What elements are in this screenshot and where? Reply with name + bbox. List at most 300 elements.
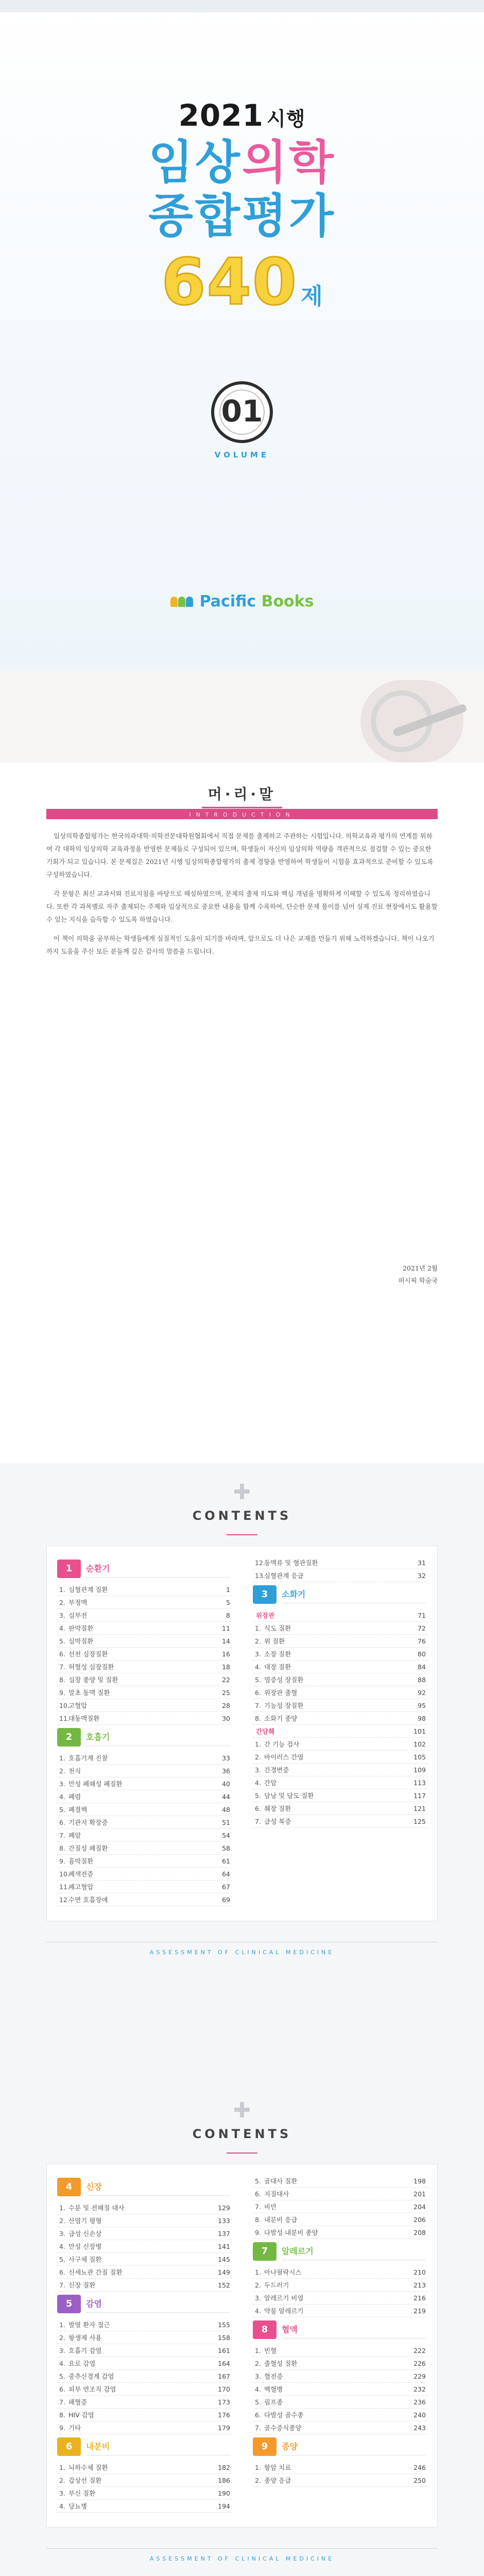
toc-entry-number: 12. (255, 1559, 265, 1567)
toc-entry[interactable] (57, 1635, 232, 1648)
toc-entry[interactable] (253, 1660, 428, 1673)
preface-paragraph: 각 문항은 최신 교과서와 진료지침을 바탕으로 해설하였으며, 문제의 출제 의도와 핵심 개념을 명확하게 이해할 수 있도록 정리하였습니다. 또한 각 과목별로 자주 출제되는 주제와 임상적으로 중요한 내용을 함께 수록하여, 단순한 문제 풀이를 넘어 실제 진료 현장에서도 활용할 수 있는 지식을 습득할 수 있도록 하였습니다. (46, 890, 438, 923)
preface-author: 퍼시픽 학술국 (398, 1277, 438, 1284)
chapter-rule (86, 1745, 230, 1746)
chapter-number-badge (253, 2437, 276, 2456)
publisher-name-a: Pacific (199, 592, 262, 611)
contents-underline (0, 1528, 484, 1537)
toc-entry[interactable] (253, 1699, 428, 1712)
toc-entry[interactable] (57, 1660, 232, 1673)
toc-entry[interactable] (253, 1802, 428, 1815)
toc-entry[interactable] (253, 2409, 428, 2421)
toc-entry-number: 3. (255, 2294, 261, 2302)
logo-shape-yellow (170, 597, 178, 607)
toc-entry-number: 8. (59, 1844, 65, 1852)
preface-signature (46, 1262, 438, 1287)
toc-entry[interactable] (253, 1609, 428, 1622)
toc-entry-title: 갑상선 질환 (68, 2477, 102, 2484)
toc-entry-number: 5. (59, 1637, 65, 1645)
chapter-number: 1 (65, 1563, 73, 1574)
toc-entry-number: 1. (255, 2347, 261, 2354)
exam-label: 시행 (267, 108, 306, 130)
chapter-number: 8 (261, 2324, 268, 2335)
toc-entry-title: 당뇨병 (68, 2502, 88, 2510)
toc-entry-title: 고혈압 (68, 1702, 88, 1709)
toc-entry[interactable] (57, 2253, 232, 2266)
toc-entry-number: 1. (255, 2464, 261, 2471)
toc-entry[interactable] (57, 1893, 232, 1906)
toc-entry-title: 골대사 질환 (264, 2177, 298, 2185)
toc-entry-page: 33 (222, 1754, 230, 1762)
toc-entry-title: 폐암 (68, 1832, 81, 1839)
chapter-title[interactable]: 순환기 (86, 1564, 110, 1573)
toc-entry-number: 5. (255, 2398, 261, 2406)
toc-entry-page: 11 (222, 1624, 230, 1632)
toc-entry-number: 4. (59, 2502, 65, 2510)
toc-entry-page: 158 (218, 2334, 230, 2342)
toc-entry-title: 폐렴 (68, 1793, 81, 1801)
toc-entry[interactable] (57, 1842, 232, 1855)
toc-entry[interactable] (57, 1712, 232, 1725)
preface-date: 2021년 2월 (403, 1264, 438, 1272)
toc-entry-page: 250 (413, 2477, 426, 2484)
toc-entry-page: 48 (222, 1806, 230, 1814)
toc-entry[interactable] (57, 2370, 232, 2383)
toc-entry-number: 7. (255, 1702, 261, 1709)
toc-entry-page: 16 (222, 1650, 230, 1658)
toc-entry-page: 121 (413, 1805, 426, 1812)
toc-entry[interactable] (253, 2396, 428, 2409)
toc-entry-number: 2. (59, 1767, 65, 1775)
toc-entry[interactable] (57, 2344, 232, 2357)
underline-bar (227, 1534, 257, 1535)
year: 2021 (178, 98, 264, 133)
toc-entry[interactable] (57, 2266, 232, 2279)
chapter-title[interactable]: 종양 (282, 2442, 298, 2451)
toc-entry[interactable] (57, 2396, 232, 2409)
toc-entry[interactable] (57, 1816, 232, 1829)
preface-paragraph: 이 책이 의학을 공부하는 학생들에게 실질적인 도움이 되기를 바라며, 앞으로도 더 나은 교재를 만들기 위해 노력하겠습니다. 책이 나오기까지 도움을 주신 모든 분들께 깊은 감사의 말씀을 드립니다. (46, 935, 435, 955)
contents-title: CONTENTS (192, 2127, 292, 2141)
toc-entry-title: 판막질환 (68, 1624, 94, 1632)
toc-entry-page: 5 (226, 1599, 230, 1606)
toc-entry-page: 8 (226, 1612, 230, 1619)
chapter-heading (57, 2437, 232, 2458)
toc-entry-number: 7. (59, 1663, 65, 1671)
toc-entry-number: 6. (255, 2190, 261, 2198)
chapter-heading (253, 1585, 428, 1606)
toc-entry-title: 기관지 확장증 (68, 1819, 108, 1826)
toc-entry-title: 골수증식종양 (264, 2424, 302, 2432)
title-line-2: 종합평가 (148, 189, 336, 243)
preface-title: 머·리·말 (202, 783, 282, 808)
toc-entry-page: 222 (413, 2347, 426, 2354)
toc-entry-page: 161 (218, 2347, 230, 2354)
contents-title: CONTENTS (192, 1509, 292, 1523)
toc-entry[interactable] (57, 2409, 232, 2421)
chapter-heading (253, 2437, 428, 2458)
toc-entry-page: 101 (413, 1727, 426, 1735)
toc-entry-title: 다발성 내분비 종양 (264, 2229, 318, 2236)
toc-entry[interactable] (57, 1803, 232, 1816)
hero-stripe (0, 762, 484, 773)
toc-entry-number: 9. (59, 2424, 65, 2432)
chapter-heading (57, 1728, 232, 1749)
toc-entry-page: 18 (222, 1663, 230, 1671)
toc-entry-title: 췌장 질환 (264, 1805, 291, 1812)
ribbon-text: INTRODUCTION (189, 811, 295, 818)
toc-entry[interactable] (253, 1725, 428, 1738)
toc-entry[interactable] (57, 1790, 232, 1803)
toc-entry-number: 7. (255, 2424, 261, 2432)
chapter-number-badge (57, 2178, 81, 2196)
toc-entry-title: 말초 동맥 질환 (68, 1689, 110, 1697)
toc-entry-page: 219 (413, 2307, 426, 2315)
toc-entry-title: 패혈증 (68, 2398, 88, 2406)
toc-entry[interactable] (253, 2383, 428, 2396)
chapter-number-badge (253, 1585, 276, 1604)
toc-column-right (253, 2175, 428, 2487)
toc-entry-page: 64 (222, 1870, 230, 1878)
chapter-rule (86, 2195, 230, 2196)
toc-entry[interactable] (253, 1712, 428, 1725)
toc-entry-title: 신세뇨관 간질 질환 (68, 2268, 123, 2276)
toc-entry-page: 137 (218, 2230, 230, 2238)
title-part-a: 임상 (148, 135, 242, 190)
toc-column-left (57, 1556, 232, 1906)
toc-entry-title: 기타 (68, 2424, 81, 2432)
toc-entry-page: 186 (218, 2477, 230, 2484)
toc-entry[interactable] (253, 2461, 428, 2474)
toc-entry-number: 5. (255, 1792, 261, 1800)
toc-entry-number: 3. (255, 1650, 261, 1658)
toc-entry-page: 92 (418, 1689, 426, 1697)
toc-entry-title: 비만 (264, 2203, 277, 2211)
toc-entry-title: 소장 질환 (264, 1650, 291, 1658)
cover-top-band (0, 0, 484, 12)
chapter-number-badge (253, 2242, 276, 2261)
toc-entry-page: 170 (218, 2385, 230, 2393)
toc-entry-title: 동맥류 및 혈관질환 (264, 1559, 318, 1567)
toc-entry-number: 13. (255, 1572, 265, 1580)
toc-entry-number: 4. (59, 2243, 65, 2250)
plus-bar (240, 2102, 244, 2117)
toc-entry[interactable] (253, 2213, 428, 2226)
chapter-number-badge (57, 2295, 81, 2313)
toc-entry[interactable] (253, 2474, 428, 2487)
toc-entry-number: 4. (255, 2307, 261, 2315)
toc-entry-number: 9. (59, 1689, 65, 1697)
chapter-number: 7 (261, 2246, 268, 2257)
toc-entry[interactable] (253, 1622, 428, 1635)
toc-entry[interactable] (57, 1699, 232, 1712)
cover-page (0, 0, 484, 670)
toc-entry[interactable] (253, 2344, 428, 2357)
toc-entry-page: 84 (418, 1663, 426, 1671)
toc-entry[interactable] (253, 2266, 428, 2279)
toc-entry-page: 198 (413, 2177, 426, 2185)
toc-entry-number: 6. (255, 2411, 261, 2419)
title-line-1 (0, 136, 484, 190)
toc-entry[interactable] (253, 2188, 428, 2200)
toc-entry-title: 위 질환 (264, 1637, 285, 1645)
toc-entry-number: 2. (255, 1637, 261, 1645)
toc-entry-title: 다발성 골수종 (264, 2411, 304, 2419)
toc-entry-number: 1. (59, 1754, 65, 1762)
plus-bar (240, 1484, 244, 1499)
toc-entry-page: 109 (413, 1766, 426, 1774)
preface-title-wrap (0, 783, 484, 808)
toc-entry-title: 혈전증 (264, 2372, 283, 2380)
chapter-title[interactable]: 감염 (86, 2299, 102, 2309)
toc-entry-page: 95 (418, 1702, 426, 1709)
toc-entry-title: 림프종 (264, 2398, 283, 2406)
toc-entry-title: 소화기 종양 (264, 1715, 298, 1722)
toc-entry-number: 6. (59, 1819, 65, 1826)
toc-entry-title: 간 기능 검사 (264, 1740, 300, 1748)
toc-entry[interactable] (253, 2226, 428, 2239)
toc-entry-number: 7. (255, 2203, 261, 2211)
toc-entry[interactable] (57, 2421, 232, 2434)
toc-entry-number: 6. (255, 1805, 261, 1812)
toc-entry[interactable] (57, 1855, 232, 1868)
underline-bar (227, 2153, 257, 2154)
toc-entry[interactable] (57, 2227, 232, 2240)
toc-entry-number: 1. (59, 2464, 65, 2471)
toc-entry-title: 내분비 응급 (264, 2216, 298, 2224)
toc-entry-number: 1. (255, 1624, 261, 1632)
toc-entry-page: 14 (222, 1637, 230, 1645)
toc-entry[interactable] (57, 1777, 232, 1790)
toc-entry-number: 8. (59, 1676, 65, 1684)
toc-entry-number: 1. (255, 1740, 261, 1748)
toc-entry[interactable] (253, 2200, 428, 2213)
toc-entry[interactable] (57, 1648, 232, 1660)
toc-entry-title: 알레르기 비염 (264, 2294, 304, 2302)
toc-entry-number: 6. (59, 1650, 65, 1658)
toc-entry-number: 1. (59, 1586, 65, 1594)
preface-paragraph: 임상의학종합평가는 한국의과대학·의학전문대학원협회에서 직접 문제를 출제하고 주관하는 시험입니다. 의학교육과 평가의 연계를 위하여 각 대학의 임상의학 교육과정을 반영한 문제들로 구성되어 있으며, 학생들이 자신의 임상의학 역량을 객관적으로 점검할 수 있는 중요한 기회가 되고 있습니다. 본 문제집은 2021년 시행 임상의학종합평가의 출제 경향을 반영하여 학생들이 시험을 효과적으로 준비할 수 있도록 구성하였습니다. (46, 832, 434, 878)
toc-entry-title: 약물 알레르기 (264, 2307, 304, 2315)
toc-entry-title: 위장관 출혈 (264, 1689, 298, 1697)
toc-entry-number: 2. (255, 2360, 261, 2367)
toc-entry-page: 125 (413, 1818, 426, 1825)
chapter-title[interactable]: 호흡기 (86, 1732, 110, 1742)
chapter-number-badge (57, 1560, 81, 1578)
toc-entry-page: 129 (218, 2204, 230, 2212)
toc-entry[interactable] (57, 2214, 232, 2227)
toc-entry-page: 176 (218, 2411, 230, 2419)
toc-entry-number: 3. (255, 1766, 261, 1774)
volume-number: 01 (221, 394, 263, 429)
toc-entry-title: 간담췌 (256, 1727, 275, 1735)
toc-entry[interactable] (253, 1556, 428, 1569)
toc-entry-number: 2. (255, 2281, 261, 2289)
toc-entry-page: 30 (222, 1715, 230, 1722)
toc-entry[interactable] (253, 1635, 428, 1648)
toc-entry-number: 4. (59, 1793, 65, 1801)
toc-entry[interactable] (253, 1673, 428, 1686)
toc-entry[interactable] (57, 1880, 232, 1893)
toc-entry-title: 간경변증 (264, 1766, 289, 1774)
toc-entry-page: 40 (222, 1780, 230, 1788)
toc-entry-number: 7. (59, 1832, 65, 1839)
toc-entry[interactable] (57, 1868, 232, 1880)
question-count: 640 (161, 245, 298, 319)
toc-entry[interactable] (253, 1751, 428, 1764)
toc-entry-title: 심부전 (68, 1612, 88, 1619)
toc-entry[interactable] (253, 2292, 428, 2304)
toc-entry-number: 5. (59, 1806, 65, 1814)
toc-entry-title: 지질대사 (264, 2190, 289, 2198)
toc-entry[interactable] (57, 1765, 232, 1777)
toc-entry[interactable] (57, 2487, 232, 2500)
toc-entry[interactable] (253, 2370, 428, 2383)
toc-entry-title: 수면 호흡장애 (68, 1896, 108, 1904)
toc-entry[interactable] (253, 1738, 428, 1751)
toc-entry[interactable] (57, 2461, 232, 2474)
toc-entry[interactable] (253, 1789, 428, 1802)
toc-entry[interactable] (57, 1752, 232, 1765)
toc-entry-page: 69 (222, 1896, 230, 1904)
toc-entry-number: 2. (59, 1599, 65, 1606)
toc-entry-title: 담낭 및 담도 질환 (264, 1792, 314, 1800)
chapter-title[interactable]: 알레르기 (282, 2246, 314, 2256)
toc-entry-page: 149 (218, 2268, 230, 2276)
toc-entry-title: 뇌하수체 질환 (68, 2464, 108, 2471)
toc-entry[interactable] (57, 1686, 232, 1699)
toc-entry-title: 호흡기계 진찰 (68, 1754, 108, 1762)
toc-entry-number: 6. (59, 2268, 65, 2276)
toc-entry[interactable] (253, 1686, 428, 1699)
toc-entry-page: 67 (222, 1883, 230, 1891)
toc-entry-title: 신장 질환 (68, 2281, 96, 2289)
toc-entry[interactable] (57, 2318, 232, 2331)
toc-entry-title: 심장 종양 및 질환 (68, 1676, 118, 1684)
toc-entry-number: 4. (59, 2360, 65, 2367)
toc-entry[interactable] (253, 1815, 428, 1828)
toc-entry[interactable] (253, 2357, 428, 2370)
toc-entry[interactable] (57, 1829, 232, 1842)
contents-footer: ASSESSMENT OF CLINICAL MEDICINE (149, 2555, 335, 2562)
toc-entry[interactable] (253, 1776, 428, 1789)
toc-entry[interactable] (57, 2279, 232, 2292)
contents-page-2 (0, 2081, 484, 2576)
toc-entry-page: 76 (418, 1637, 426, 1645)
toc-entry-title: 기능성 장질환 (264, 1702, 304, 1709)
chapter-heading (253, 2320, 428, 2341)
contents-footer: ASSESSMENT OF CLINICAL MEDICINE (149, 1949, 335, 1956)
toc-entry-number: 4. (255, 2385, 261, 2393)
toc-entry-number: 11. (59, 1883, 70, 1891)
title-line-3 (0, 245, 484, 319)
toc-entry[interactable] (253, 2421, 428, 2434)
toc-entry-page: 32 (418, 1572, 426, 1580)
toc-entry-title: 중추신경계 감염 (68, 2372, 114, 2380)
preface-page (0, 670, 484, 1463)
toc-entry[interactable] (57, 2474, 232, 2487)
toc-entry[interactable] (57, 1673, 232, 1686)
toc-entry-title: 흉막질환 (68, 1857, 94, 1865)
toc-entry-title: 수분 및 전해질 대사 (68, 2204, 125, 2212)
toc-entry-page: 61 (222, 1857, 230, 1865)
toc-entry-number: 3. (59, 2347, 65, 2354)
toc-entry-page: 190 (218, 2489, 230, 2497)
toc-entry[interactable] (253, 1569, 428, 1582)
toc-entry[interactable] (57, 2201, 232, 2214)
toc-entry-title: 종양 응급 (264, 2477, 291, 2484)
toc-entry-title: 간암 (264, 1779, 277, 1787)
toc-entry-page: 71 (418, 1612, 426, 1619)
toc-entry-page: 213 (413, 2281, 426, 2289)
toc-entry-number: 2. (255, 1753, 261, 1761)
toc-entry-page: 226 (413, 2360, 426, 2367)
toc-entry-title: 천식 (68, 1767, 81, 1775)
toc-entry-page: 102 (413, 1740, 426, 1748)
toc-entry[interactable] (57, 2383, 232, 2396)
toc-column-right (253, 1556, 428, 1828)
chapter-number: 5 (65, 2298, 73, 2309)
toc-entry-page: 31 (418, 1559, 426, 1567)
plus-icon (234, 1484, 250, 1499)
toc-entry-title: 출혈성 질환 (264, 2360, 298, 2367)
chapter-title[interactable]: 내분비 (86, 2442, 110, 2451)
toc-entry-title: 심혈관계 응급 (264, 1572, 304, 1580)
preface-hero-image (0, 670, 484, 773)
toc-entry-title: 백혈병 (264, 2385, 283, 2393)
toc-entry[interactable] (57, 1583, 232, 1596)
title-part-b: 의학 (242, 135, 336, 190)
toc-entry[interactable] (253, 1648, 428, 1660)
toc-entry[interactable] (253, 2279, 428, 2292)
chapter-title[interactable]: 소화기 (282, 1589, 306, 1599)
toc-entry-number: 9. (255, 2229, 261, 2236)
toc-entry-page: 204 (413, 2203, 426, 2211)
toc-entry[interactable] (57, 2500, 232, 2513)
toc-entry-page: 28 (222, 1702, 230, 1709)
toc-entry[interactable] (57, 1622, 232, 1635)
toc-entry[interactable] (253, 1764, 428, 1776)
chapter-number-badge (253, 2320, 276, 2339)
toc-entry-number: 9. (59, 1857, 65, 1865)
toc-entry-title: 급성 복증 (264, 1818, 291, 1825)
chapter-title[interactable]: 신장 (86, 2182, 102, 2192)
footer-rule (46, 2548, 438, 2549)
toc-entry-title: 두드러기 (264, 2281, 289, 2289)
toc-entry-title: 만성 폐쇄성 폐질환 (68, 1780, 123, 1788)
toc-entry-page: 208 (413, 2229, 426, 2236)
toc-entry[interactable] (57, 2331, 232, 2344)
chapter-heading (57, 1560, 232, 1580)
toc-entry-number: 2. (59, 2477, 65, 2484)
toc-entry[interactable] (57, 2240, 232, 2253)
plus-icon (234, 2102, 250, 2117)
toc-entry-number: 7. (255, 1818, 261, 1825)
toc-entry-number: 1. (255, 2268, 261, 2276)
toc-entry[interactable] (57, 2357, 232, 2370)
volume-block (0, 381, 484, 460)
toc-entry[interactable] (253, 2175, 428, 2188)
chapter-title[interactable]: 혈액 (282, 2325, 298, 2334)
toc-entry-title: 바이러스 간염 (264, 1753, 304, 1761)
toc-entry[interactable] (57, 1609, 232, 1622)
chapter-number: 3 (261, 1589, 268, 1600)
toc-entry[interactable] (57, 1596, 232, 1609)
toc-entry-number: 8. (255, 2216, 261, 2224)
toc-card (46, 2164, 438, 2528)
toc-entry-number: 5. (255, 1676, 261, 1684)
toc-entry[interactable] (253, 2304, 428, 2317)
